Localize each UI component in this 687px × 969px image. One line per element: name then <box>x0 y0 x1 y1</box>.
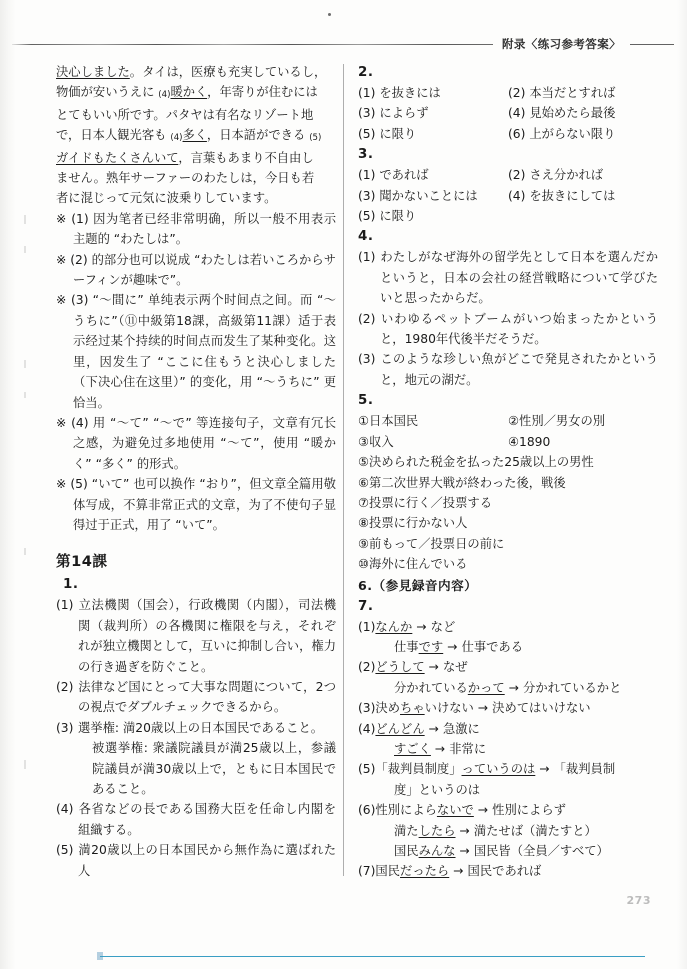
section-5-label: 5. <box>358 393 374 409</box>
correction-source-text: 性別によら <box>375 803 437 818</box>
correction-underlined-phrase: どうして <box>375 660 425 675</box>
bottom-accent-rule <box>100 956 645 958</box>
lesson-title: 第14課 <box>56 553 108 571</box>
correction-source-text: 決め <box>375 701 401 716</box>
arrow-icon: → <box>459 844 470 858</box>
correction-item-number: (6) <box>358 803 376 818</box>
correction-underlined-phrase: ちゃ <box>400 701 425 716</box>
correction-underlined-phrase: すごく <box>394 741 431 756</box>
passage-ref-marker: (4) <box>158 90 171 101</box>
circled-answer-cell: ④1890 <box>508 434 551 449</box>
passage-underlined-phrase: 多く <box>182 128 207 143</box>
correction-line <box>358 861 658 881</box>
circled-answer-item: ⑦投票に行く／投票する <box>358 495 492 510</box>
correction-line <box>358 678 658 698</box>
column-divider <box>343 64 344 876</box>
correction-source-text: 分かれている <box>394 680 468 695</box>
answer-item: (1) わたしがなぜ海外の留学先として日本を選んだかというと，日本の会社の経営戦略について学びたいと思ったからだ。 <box>358 247 658 308</box>
answer-item: (5) 満20歳以上の日本国民から無作為に選ばれた人 <box>56 840 336 881</box>
correction-item-number: (7) <box>358 864 376 879</box>
correction-source-text: 国民 <box>394 844 419 858</box>
correction-line <box>358 821 658 841</box>
arrow-icon: → <box>539 762 550 777</box>
correction-group <box>358 800 658 861</box>
section-1-label: 1. <box>63 577 79 593</box>
passage-line <box>56 82 336 104</box>
correction-source-text: 「裁判員制度」 <box>375 762 462 777</box>
correction-line <box>358 739 658 759</box>
correction-target-text: 国民皆（全員／すべて） <box>473 844 609 858</box>
section-4-label: 4. <box>358 229 374 245</box>
passage-text-run: ません。熟年サーファーのわたしは，今日も若 <box>56 171 315 186</box>
correction-target-text: 「裁判員制 <box>553 762 616 777</box>
correction-line <box>358 637 658 657</box>
correction-line <box>358 698 658 718</box>
running-head-rule <box>12 44 493 45</box>
answer-cell: (3) によらず <box>358 106 429 121</box>
body-columns <box>0 62 687 882</box>
section-2-grid <box>358 83 658 144</box>
correction-item-number: (4) <box>358 721 376 736</box>
answer-item: (2) いわゆるペットブームがいつ始まったかというと，1980年代後半だそうだ。 <box>358 309 658 350</box>
correction-target-text: 分かれているかと <box>523 680 622 695</box>
passage-text <box>56 62 336 209</box>
answer-item: (3) 選挙権: 満20歳以上の日本国民であること。 被選挙権: 衆議院議員が満25歳以上，参議院議員が満30歳以上で，ともに日本国民であること。 <box>56 718 336 800</box>
arrow-icon: → <box>459 823 470 838</box>
passage-underlined-phrase: 暖かく <box>170 85 208 100</box>
correction-underlined-phrase: どんどん <box>375 721 425 736</box>
passage-text-run: ，日本語ができる <box>206 128 310 143</box>
correction-source-text: いけない <box>424 701 474 716</box>
scan-speck <box>328 13 331 16</box>
correction-line <box>358 759 658 779</box>
correction-line <box>358 780 658 800</box>
section-2-label: 2. <box>358 65 374 80</box>
running-head-title: 附录〈练习参考答案〉 <box>502 37 621 51</box>
correction-source-text: 国民 <box>375 864 401 879</box>
translator-note: ※ (1) 因为笔者已经非常明确，所以一般不用表示主题的 “わたしは”。 <box>56 211 336 247</box>
passage-text-run: ，言葉もあまり不自由し <box>178 150 314 165</box>
left-column <box>56 62 336 881</box>
answer-cell: (5) に限り <box>358 126 417 141</box>
section-7-items <box>358 617 658 882</box>
correction-source-text: 仕事 <box>394 639 419 654</box>
answer-cell: (1) であれば <box>358 168 429 183</box>
passage-underlined-phrase: 決心しました <box>56 65 130 79</box>
section-6-label: 6.（参見録音内容） <box>358 577 478 593</box>
passage-text-run: とてもいい所です。パタヤは有名なリゾート地 <box>56 107 314 122</box>
correction-line <box>358 657 658 677</box>
answer-item-number: (1) <box>358 250 376 265</box>
correction-target-text: 国民であれば <box>467 864 542 879</box>
passage-text-run: ，年寄りが住むには <box>207 85 318 100</box>
spacer <box>56 535 336 550</box>
answer-item-number: (3) <box>56 720 74 735</box>
passage-line <box>56 168 336 188</box>
passage-line <box>56 125 336 147</box>
section-3-grid <box>358 165 658 226</box>
correction-line <box>358 800 658 820</box>
arrow-icon: → <box>434 741 446 756</box>
answer-cell: (5) に限り <box>358 209 417 224</box>
correction-target-text: など <box>430 619 456 634</box>
passage-text-run: 物価が安いうえに <box>56 85 159 100</box>
circled-answer-cell: ③収入 <box>358 434 394 449</box>
arrow-icon: → <box>447 639 458 654</box>
section-5-items <box>358 452 658 574</box>
correction-underlined-phrase: ないで <box>436 803 474 818</box>
circled-answer-cell: ②性別／男女の別 <box>508 414 606 429</box>
correction-line <box>358 719 658 739</box>
running-head-rule-tail <box>630 44 674 45</box>
passage-text-run: で，日本人観光客も <box>56 128 171 143</box>
passage-text-run: 。タイは，医療も充実しているし， <box>129 65 327 79</box>
correction-underlined-phrase: かって <box>467 680 505 695</box>
correction-target-text: 非常に <box>449 741 487 756</box>
arrow-icon: → <box>428 660 439 675</box>
answer-item: (2) 法律など国にとって大事な問題について，2つの視点でダブルチェックできるから。 <box>56 677 336 718</box>
correction-underlined-phrase: したら <box>418 823 456 838</box>
passage-line <box>56 188 336 208</box>
correction-group <box>358 698 658 718</box>
right-column <box>358 62 658 882</box>
correction-target-text: 性別によらず <box>492 803 566 818</box>
arrow-icon: → <box>416 619 427 634</box>
translator-note: ※ (2) 的部分也可以说成 “わたしは若いころからサーフィンが趣味で”。 <box>56 252 336 288</box>
answer-item-continuation: 被選挙権: 衆議院議員が満25歳以上，参議院議員が満30歳以上で，ともに日本国民であること。 <box>92 741 336 796</box>
passage-ref-marker: (4) <box>170 133 183 144</box>
correction-underlined-phrase: だったら <box>400 864 450 879</box>
translator-note: ※ (3) “〜間に” 单纯表示两个时间点之间。而 “〜うちに”（⑪中級第18課，高級第11課）适于表示经过某个持续的时间点而发生了某种变化。这里，因发生了 “ここに住もうと決心しました（下决心住在这里）” 的变化，用 “〜うちに” 更恰当。 <box>56 293 336 410</box>
correction-target-text: 満たせば（満たすと） <box>473 823 597 838</box>
circled-answer-item: ⑧投票に行かない人 <box>358 516 468 531</box>
arrow-icon: → <box>453 864 464 879</box>
answer-item: (4) 各省などの長である国務大臣を任命し内閣を組織する。 <box>56 799 336 840</box>
correction-underlined-phrase: です <box>418 639 444 654</box>
passage-ref-marker: (5) <box>309 133 322 144</box>
answer-item-number: (2) <box>56 679 74 694</box>
correction-item-number: (3) <box>358 701 376 716</box>
circled-answer-cell: ①日本国民 <box>358 414 419 429</box>
circled-answer-item: ⑩海外に住んでいる <box>358 557 468 572</box>
answer-cell-empty <box>508 206 658 226</box>
page-number: 273 <box>626 894 651 907</box>
answer-cell: (4) 見始めたら最後 <box>508 106 616 121</box>
answer-cell: (2) さえ分かれば <box>508 168 604 183</box>
circled-answer-item: ⑨前もって／投票日の前に <box>358 536 505 551</box>
answer-item-number: (4) <box>56 802 74 817</box>
correction-item-number: (1) <box>358 619 376 634</box>
correction-line <box>358 617 658 637</box>
translator-note: ※ (4) 用 “〜て” “〜で” 等连接句子，文章有冗长之感，为避免过多地使用 “〜て”，使用 “暖かく” “多く” 的形式。 <box>56 415 336 471</box>
correction-source-text: 度」というのは <box>394 782 481 797</box>
correction-target-text: 仕事である <box>461 639 524 654</box>
correction-group <box>358 759 658 800</box>
running-head <box>12 33 674 55</box>
answer-item: (3) このような珍しい魚がどこで発見されたかというと，地元の湖だ。 <box>358 349 658 390</box>
answer-cell: (3) 聞かないことには <box>358 188 478 203</box>
section-7-label: 7. <box>358 598 374 614</box>
answer-item-number: (2) <box>358 311 376 326</box>
circled-answer-item: ⑥第二次世界大戦が終わった後，戦後 <box>358 475 566 490</box>
correction-target-text: 決めてはいけない <box>492 701 591 716</box>
correction-group <box>358 861 658 881</box>
passage-line <box>56 105 336 125</box>
translator-notes <box>56 209 336 536</box>
section-3-label: 3. <box>358 147 374 163</box>
answer-item: (1) 立法機関（国会），行政機関（内閣），司法機関（裁判所）の各機関に権限を与え，それぞれが独立機関として，互いに抑制し合い，権力の行き過ぎを防ぐこと。 <box>56 595 336 677</box>
answer-item-number: (1) <box>56 598 74 613</box>
passage-text-run: 者に混じって元気に波乗りしています。 <box>56 191 277 206</box>
answer-cell: (2) 本当だとすれば <box>508 86 616 100</box>
answer-cell: (4) を抜きにしては <box>508 188 616 203</box>
arrow-icon: → <box>477 701 489 716</box>
correction-group <box>358 657 658 698</box>
passage-line <box>56 148 336 168</box>
answer-item-number: (3) <box>358 352 376 367</box>
answer-item-number: (5) <box>56 843 74 858</box>
translator-note: ※ (5) “いて” 也可以换作 “おり”，但文章全篇用敬体写成，不算非常正式的文章，为了不使句子显得过于正式，用了 “いて”。 <box>56 477 336 532</box>
passage-line <box>56 62 336 82</box>
arrow-icon: → <box>477 803 489 818</box>
answer-cell: (1) を抜きには <box>358 86 441 100</box>
answer-cell: (6) 上がらない限り <box>508 126 616 141</box>
arrow-icon: → <box>508 680 520 695</box>
section-1-items <box>56 595 336 881</box>
correction-underlined-phrase: っていうのは <box>461 762 536 777</box>
passage-underlined-phrase: ガイドもたくさんいて <box>56 150 179 165</box>
correction-line <box>358 841 658 861</box>
correction-underlined-phrase: みんな <box>418 844 456 858</box>
correction-target-text: 急激に <box>442 721 480 736</box>
correction-item-number: (2) <box>358 660 376 675</box>
section-4-items <box>358 247 658 390</box>
correction-target-text: なぜ <box>442 660 468 675</box>
correction-item-number: (5) <box>358 762 376 777</box>
correction-group <box>358 719 658 760</box>
correction-underlined-phrase: なんか <box>375 619 413 634</box>
arrow-icon: → <box>428 721 439 736</box>
correction-group <box>358 617 658 658</box>
circled-answer-item: ⑤決められた税金を払った25歳以上の男性 <box>358 455 594 470</box>
section-5-grid <box>358 411 658 452</box>
correction-source-text: 満た <box>394 823 419 838</box>
